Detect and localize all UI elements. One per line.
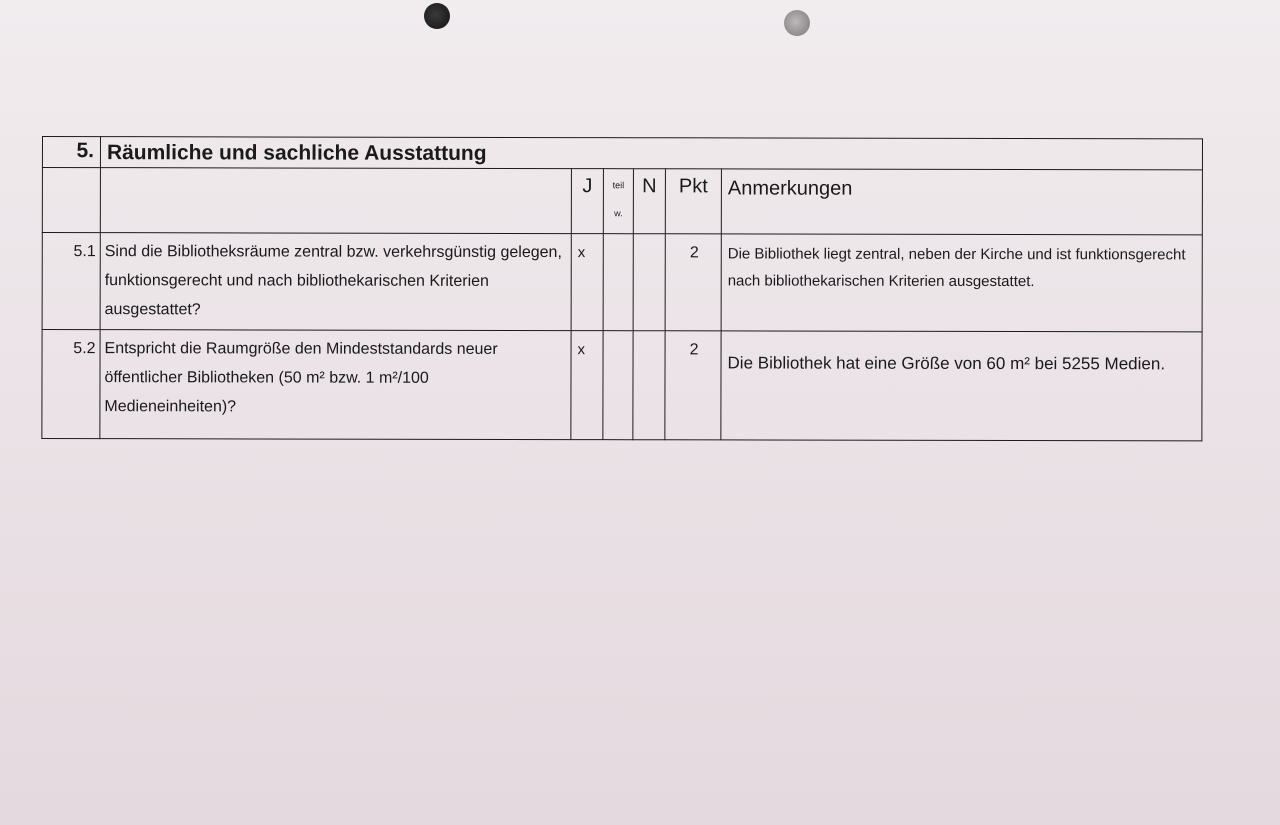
row-partial-mark: [603, 234, 633, 331]
header-no: N: [633, 169, 665, 234]
row-number: 5.2: [42, 330, 100, 439]
row-number: 5.1: [42, 233, 100, 330]
header-partial: [603, 169, 633, 234]
row-yes-mark: x: [571, 331, 603, 440]
row-points: 2: [665, 331, 721, 440]
row-yes-mark: x: [571, 234, 603, 331]
row-question: Entspricht die Raumgröße den Mindeststandards neuer öffentlicher Bibliotheken (50 m² bzw. 1 m²/100 Medieneinheiten)?: [100, 330, 571, 440]
header-remarks: Anmerkungen: [721, 169, 1202, 235]
form-sheet: [41, 136, 1202, 441]
row-partial-mark: [603, 331, 633, 440]
row-remark: Die Bibliothek liegt zentral, neben der Kirche und ist funktionsgerecht nach bibliothekarischen Kriterien ausgestattet.: [721, 234, 1202, 332]
section-number: 5.: [42, 137, 100, 168]
section-header-row: [42, 137, 1202, 170]
row-remark: Die Bibliothek hat eine Größe von 60 m² bei 5255 Medien.: [721, 331, 1202, 441]
row-no-mark: [633, 234, 665, 331]
punch-hole-left: [424, 3, 450, 29]
header-partial-top: teil: [612, 180, 625, 191]
table-row: [42, 330, 1202, 441]
table-row: [42, 233, 1202, 332]
row-points: 2: [665, 234, 721, 331]
column-header-row: [42, 168, 1202, 235]
section-title: Räumliche und sachliche Ausstattung: [100, 137, 1202, 170]
header-partial-bottom: w.: [614, 208, 623, 219]
row-question: Sind die Bibliotheksräume zentral bzw. verkehrsgünstig gelegen, funktionsgerecht und nach bibliothekarischen Kriterien ausgestattet?: [100, 233, 571, 331]
header-question-cell: [100, 168, 571, 234]
assessment-table: [41, 136, 1203, 441]
row-no-mark: [633, 331, 665, 440]
header-yes: J: [571, 169, 603, 234]
punch-hole-right: [784, 10, 810, 36]
header-number-cell: [42, 168, 100, 233]
header-points: Pkt: [665, 169, 721, 234]
